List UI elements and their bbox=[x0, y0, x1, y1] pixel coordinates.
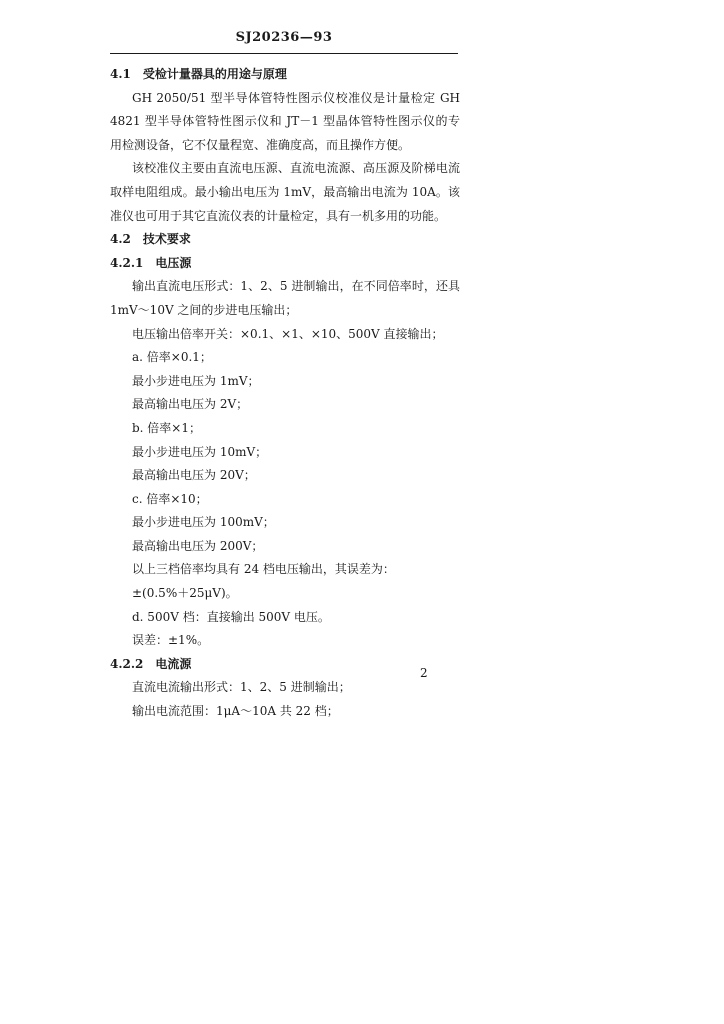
section-title: 受检计量器具的用途与原理 bbox=[142, 67, 287, 81]
section-number: 4.2.2 bbox=[110, 656, 144, 671]
section-number: 4.2.1 bbox=[110, 255, 144, 270]
page-number: 2 bbox=[420, 666, 428, 680]
section-number: 4.1 bbox=[110, 67, 131, 81]
spec-line: 直流电流输出形式：1、2、5 进制输出； bbox=[132, 680, 351, 695]
paragraph-line: 该校准仪主要由直流电压源、直流电流源、高压源及阶梯电流 bbox=[132, 161, 460, 176]
spec-line: c. 倍率×10； bbox=[132, 491, 208, 506]
section-title: 技术要求 bbox=[142, 232, 191, 247]
section-number: 4.2 bbox=[110, 232, 131, 247]
header-rule bbox=[110, 53, 458, 54]
spec-line: a. 倍率×0.1； bbox=[132, 350, 212, 365]
spec-line: ±(0.5%＋25μV)。 bbox=[132, 586, 238, 601]
section-title: 电压源 bbox=[155, 255, 192, 270]
paragraph-line: 用检测设备，它不仅量程宽、准确度高，而且操作方便。 bbox=[110, 137, 411, 152]
document-body bbox=[110, 63, 460, 724]
spec-line: b. 倍率×1； bbox=[132, 420, 202, 435]
section-heading-4-2-1 bbox=[110, 252, 460, 276]
paragraph-line: 输出直流电压形式：1、2、5 进制输出，在不同倍率时，还具 bbox=[132, 279, 460, 294]
section-heading-4-2-2 bbox=[110, 653, 460, 677]
spec-line: 输出电流范围：1μA～10A 共 22 档； bbox=[132, 704, 339, 719]
section-heading-4-2 bbox=[110, 228, 460, 252]
paragraph-line: 取样电阻组成。最小输出电压为 1mV，最高输出电流为 10A。该 bbox=[110, 184, 460, 199]
spec-line: 电压输出倍率开关：×0.1、×1、×10、500V 直接输出； bbox=[132, 326, 444, 341]
spec-line: 最小步进电压为 100mV； bbox=[132, 515, 275, 530]
section-title: 电流源 bbox=[155, 656, 192, 671]
spec-line: d. 500V 档：直接输出 500V 电压。 bbox=[132, 609, 330, 624]
paragraph-line: 1mV～10V 之间的步进电压输出； bbox=[110, 302, 298, 317]
paragraph-line: 准仪也可用于其它直流仪表的计量检定，具有一机多用的功能。 bbox=[110, 208, 447, 223]
spec-line: 最高输出电压为 200V； bbox=[132, 538, 264, 553]
section-heading-4-1 bbox=[110, 63, 460, 87]
spec-line: 最高输出电压为 2V； bbox=[132, 397, 249, 412]
spec-line: 最小步进电压为 10mV； bbox=[132, 444, 268, 459]
paragraph-line: 4821 型半导体管特性图示仪和 JT－1 型晶体管特性图示仪的专 bbox=[110, 114, 460, 129]
document-number: SJ20236—93 bbox=[235, 30, 333, 45]
spec-line: 最高输出电压为 20V； bbox=[132, 468, 256, 483]
spec-line: 以上三档倍率均具有 24 档电压输出，其误差为： bbox=[132, 562, 395, 577]
spec-line: 最小步进电压为 1mV； bbox=[132, 373, 260, 388]
paragraph-line: GH 2050/51 型半导体管特性图示仪校准仪是计量检定 GH bbox=[132, 90, 460, 105]
spec-line: 误差：±1%。 bbox=[132, 633, 210, 648]
